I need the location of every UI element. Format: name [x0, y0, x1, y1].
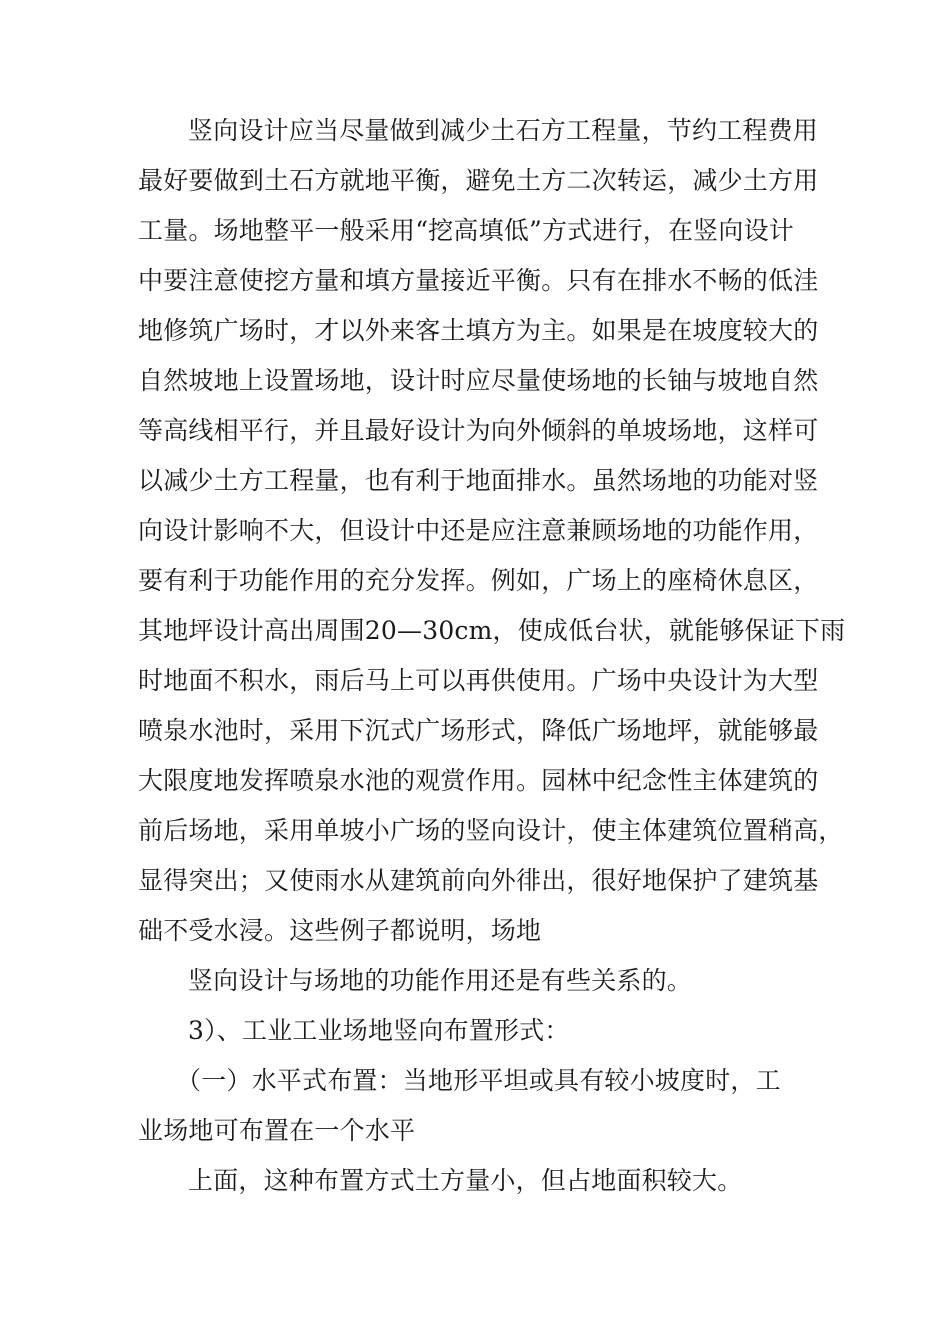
paragraph-1-line-11: 其地坪设计高出周围20—30cm，使成低台状，就能够保证下雨: [138, 616, 846, 645]
paragraph-1-line-12: 时地面不积水，雨后马上可以再供使用。广场中央设计为大型: [138, 666, 819, 695]
paragraph-1-line-9: 向设计影响不大，但设计中还是应注意兼顾场地的功能作用，: [138, 516, 819, 545]
paragraph-1-line-3: 工量。场地整平一般采用“挖高填低”方式进行，在竖向设计: [138, 216, 794, 245]
list-item-1-line-1: （一）水平式布置：当地形平坦或具有较小坡度时，工: [176, 1066, 781, 1095]
section-heading-3: 3）、工业工业场地竖向布置形式：: [188, 1016, 570, 1045]
paragraph-1-line-10: 要有利于功能作用的充分发挥。例如，广场上的座椅休息区，: [138, 566, 819, 595]
paragraph-1-line-1: 竖向设计应当尽量做到减少土石方工程量，节约工程费用: [188, 116, 819, 145]
paragraph-1-line-6: 自然坡地上设置场地，设计时应尽量使场地的长铀与坡地自然: [138, 366, 819, 395]
paragraph-1-line-4: 中要注意使挖方量和填方量接近平衡。只有在排水不畅的低洼: [138, 266, 819, 295]
paragraph-1-line-14: 大限度地发挥喷泉水池的观赏作用。园林中纪念性主体建筑的: [138, 766, 819, 795]
paragraph-1-line-13: 喷泉水池时，采用下沉式广场形式，降低广场地坪，就能够最: [138, 716, 819, 745]
paragraph-1-line-8: 以减少土方工程量，也有利于地面排水。虽然场地的功能对竖: [138, 466, 819, 495]
paragraph-1-line-7: 等高线相平行，并且最好设计为向外倾斜的单坡场地，这样可: [138, 416, 819, 445]
paragraph-1-line-15: 前后场地，采用单坡小广场的竖向设计，使主体建筑位置稍高，: [138, 816, 844, 845]
paragraph-3: 上面，这种布置方式土方量小，但占地面积较大。: [188, 1166, 743, 1195]
paragraph-1-line-17: 础不受水浸。这些例子都说明，场地: [138, 916, 542, 945]
paragraph-1-line-16: 显得突出；又使雨水从建筑前向外徘出，很好地保护了建筑基: [138, 866, 819, 895]
paragraph-2: 竖向设计与场地的功能作用还是有些关系的。: [188, 966, 693, 995]
list-item-1-line-2: 业场地可布置在一个水平: [138, 1116, 416, 1145]
paragraph-1-line-5: 地修筑广场时，才以外来客土填方为主。如果是在坡度较大的: [138, 316, 819, 345]
paragraph-1-line-2: 最好要做到土石方就地平衡，避免土方二次转运，减少土方用: [138, 166, 819, 195]
